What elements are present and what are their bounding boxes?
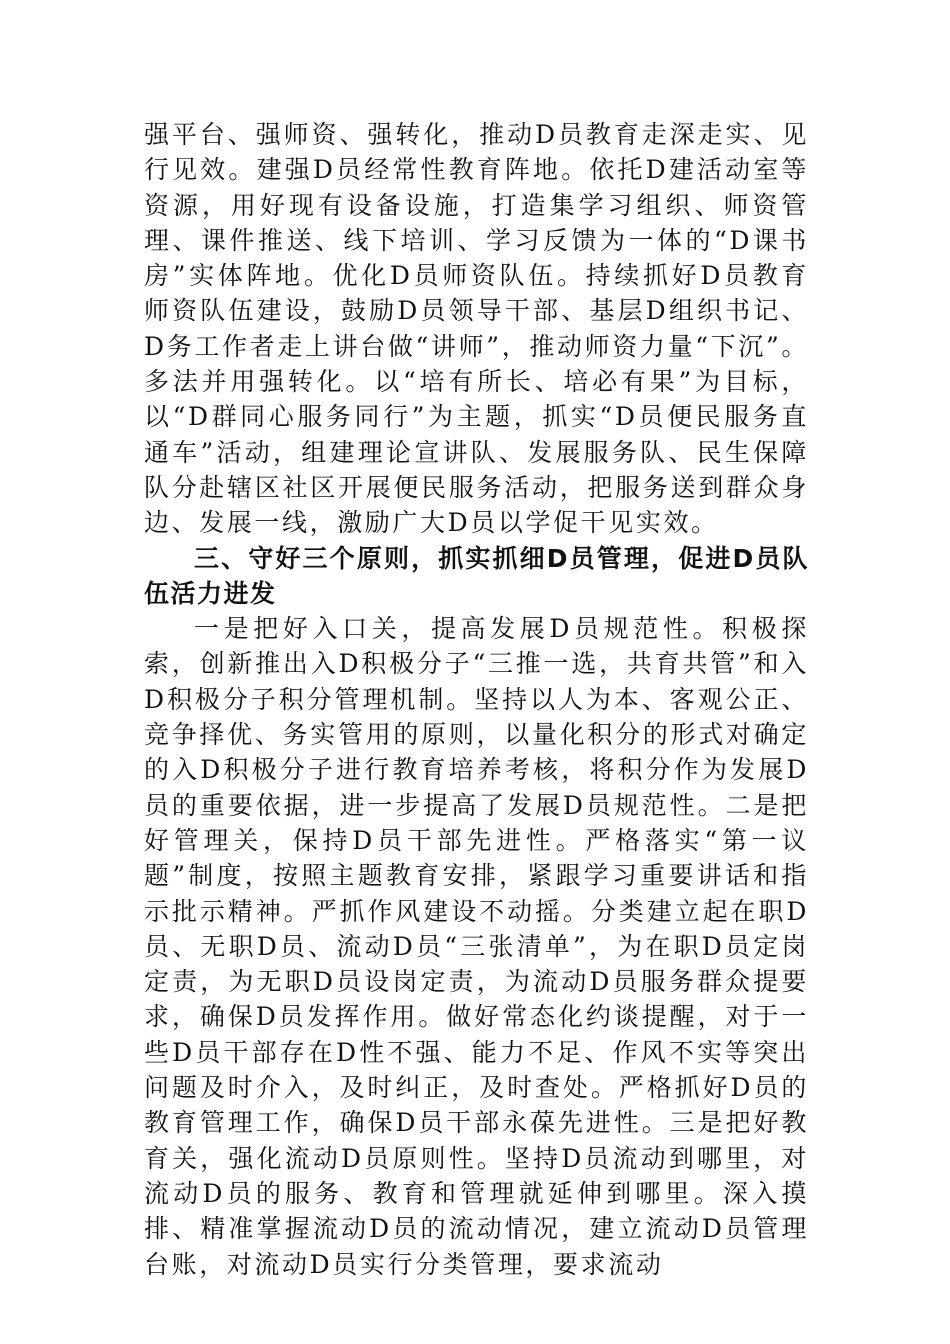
section-heading: 三、守好三个原则，抓实抓细D员管理，促进D员队伍活力进发 xyxy=(144,543,809,608)
body-paragraph: 强平台、强师资、强转化，推动D员教育走深走实、见行见效。建强D员经常性教育阵地。依托D建活动室等资源，用好现有设备设施，打造集学习组织、师资管理、课件推送、线下培训、学习反馈为一体的“D课书房”实体阵地。优化D员师资队伍。持续抓好D员教育师资队伍建设，鼓励D员领导干部、基层D组织书记、D务工作者走上讲台做“讲师”，推动师资力量“下沉”。多法并用强转化。以“培有所长、培必有果”为目标，以“D群同心服务同行”为主题，抓实“D员便民服务直通车”活动，组建理论宣讲队、发展服务队、民生保障队分赴辖区社区开展便民服务活动，把服务送到群众身边、发展一线，激励广大D员以学促干见实效。 xyxy=(144,120,809,538)
document-body xyxy=(144,117,809,1282)
body-paragraph: 一是把好入口关，提高发展D员规范性。积极探索，创新推出入D积极分子“三推一选，共育共管”和入D积极分子积分管理机制。坚持以人为本、客观公正、竞争择优、务实管用的原则，以量化积分的形式对确定的入D积极分子进行教育培养考核，将积分作为发展D员的重要依据，进一步提高了发展D员规范性。二是把好管理关，保持D员干部先进性。严格落实“第一议题”制度，按照主题教育安排，紧跟学习重要讲话和指示批示精神。严抓作风建设不动摇。分类建立起在职D员、无职D员、流动D员“三张清单”，为在职D员定岗定责，为无职D员设岗定责，为流动D员服务群众提要求，确保D员发挥作用。做好常态化约谈提醒，对于一些D员干部存在D性不强、能力不足、作风不实等突出问题及时介入，及时纠正，及时查处。严格抓好D员的教育管理工作，确保D员干部永葆先进性。三是把好教育关，强化流动D员原则性。坚持D员流动到哪里，对流动D员的服务、教育和管理就延伸到哪里。深入摸排、精准掌握流动D员的流动情况，建立流动D员管理台账，对流动D员实行分类管理，要求流动 xyxy=(144,614,809,1279)
